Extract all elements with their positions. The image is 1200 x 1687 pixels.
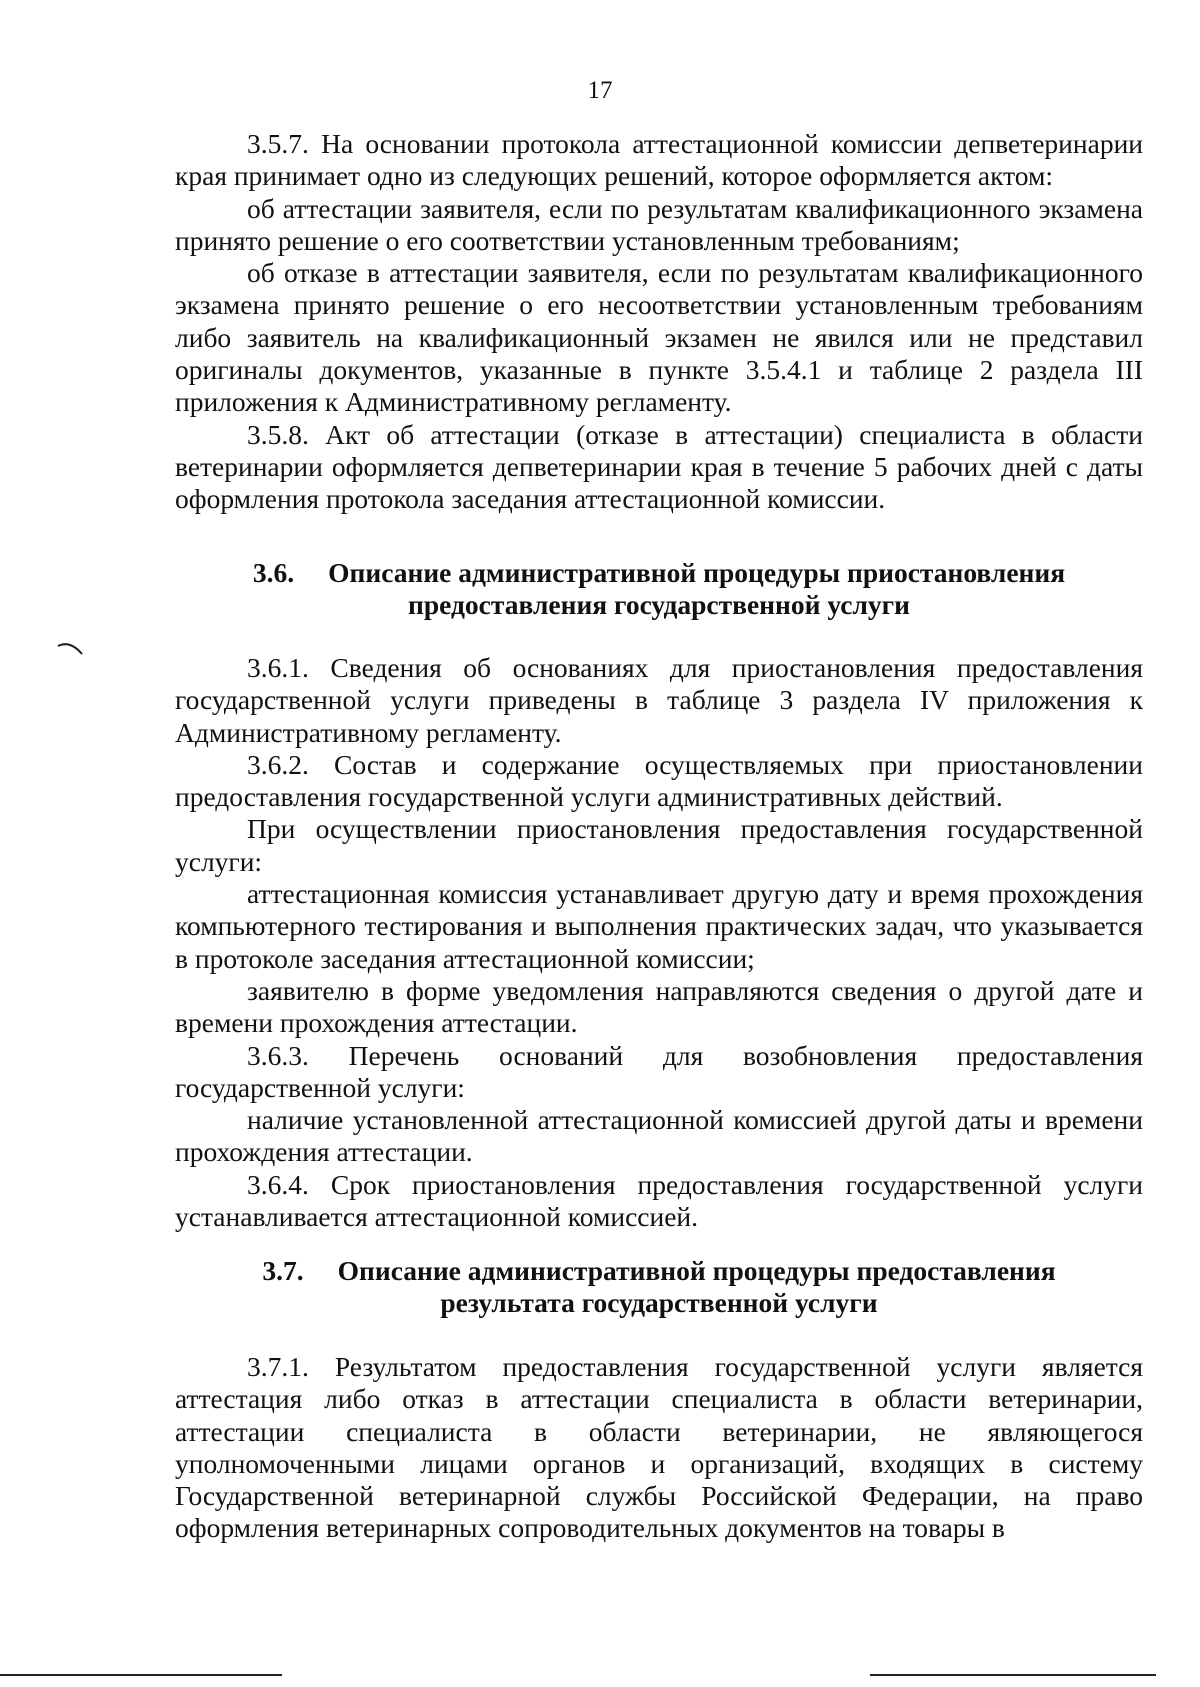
paragraph-refusal-decision: об отказе в аттестации заявителя, если по результатам квалификационного экзамена принято решение о его несоответствии установленным требованиям либо заявитель на квалификационный экзамен не явился или не представил оригиналы документов, указанные в пункте 3.5.4.1 и таблице 2 раздела III приложения к Административному регламенту.: [175, 257, 1143, 418]
section-3-6-title-line2: предоставления государственной услуги: [408, 589, 910, 620]
page-number: 17: [587, 77, 613, 104]
paragraph-3-6-4: 3.6.4. Срок приостановления предоставления государственной услуги устанавливается аттестационной комиссией.: [175, 1168, 1143, 1233]
paragraph-3-7-1: 3.7.1. Результатом предоставления государственной услуги является аттестация либо отказ в аттестации специалиста в области ветеринарии, аттестации специалиста в области ветеринарии, не являющегося уполномоченными лицами органов и организаций, входящих в систему Государственной ветеринарной службы Российской Федерации, на право оформления ветеринарных сопроводительных документов на товары в: [175, 1351, 1143, 1544]
paragraph-3-5-7: 3.5.7. На основании протокола аттестационной комиссии депветеринарии края принимает одно из следующих решений, которое оформляется актом:: [175, 128, 1143, 192]
paragraph-3-5-8: 3.5.8. Акт об аттестации (отказе в аттестации) специалиста в области ветеринарии оформляется депветеринарии края в течение 5 рабочих дней с даты оформления протокола заседания аттестационной комиссии.: [175, 418, 1143, 515]
paragraph-3-6-1: 3.6.1. Сведения об основаниях для приостановления предоставления государственной услуги приведены в таблице 3 раздела IV приложения к Административному регламенту.: [175, 652, 1143, 748]
section-3-7-title-line1: Описание административной процедуры предоставления: [337, 1255, 1056, 1286]
margin-mark-icon: [56, 640, 86, 660]
section-3-7-text: [175, 1351, 1143, 1545]
paragraph-commission-action: аттестационная комиссия устанавливает другую дату и время прохождения компьютерного тестирования и выполнения практических задач, что указывается в протоколе заседания аттестационной комиссии;: [175, 878, 1143, 974]
section-3-6-number: 3.6.: [252, 557, 295, 588]
section-3-6-heading-line1: [175, 557, 1143, 589]
footer-rule-left: [0, 1674, 282, 1676]
section-3-6-heading: [175, 557, 1143, 621]
section-3-7-heading-line1: [175, 1255, 1143, 1287]
footer-rule-right: [870, 1674, 1156, 1676]
paragraph-suspension-intro: При осуществлении приостановления предоставления государственной услуги:: [175, 813, 1143, 877]
section-3-7-title-line2: результата государственной услуги: [440, 1287, 878, 1318]
paragraph-attestation-decision: об аттестации заявителя, если по результатам квалификационного экзамена принято решение о его соответствии установленным требованиям;: [175, 192, 1143, 256]
section-3-6-title-line1: Описание административной процедуры приостановления: [328, 557, 1066, 588]
section-3-7-heading: [175, 1255, 1143, 1319]
section-3-5-text: [175, 128, 1143, 516]
paragraph-3-6-2: 3.6.2. Состав и содержание осуществляемых при приостановлении предоставления государственной услуги административных действий.: [175, 748, 1143, 813]
paragraph-applicant-notice: заявителю в форме уведомления направляются сведения о другой дате и времени прохождения аттестации.: [175, 974, 1143, 1039]
section-3-6-text: [175, 652, 1143, 1233]
section-3-7-number: 3.7.: [262, 1255, 304, 1286]
paragraph-resume-basis: наличие установленной аттестационной комиссией другой даты и времени прохождения аттестации.: [175, 1104, 1143, 1168]
paragraph-3-6-3: 3.6.3. Перечень оснований для возобновления предоставления государственной услуги:: [175, 1039, 1143, 1103]
